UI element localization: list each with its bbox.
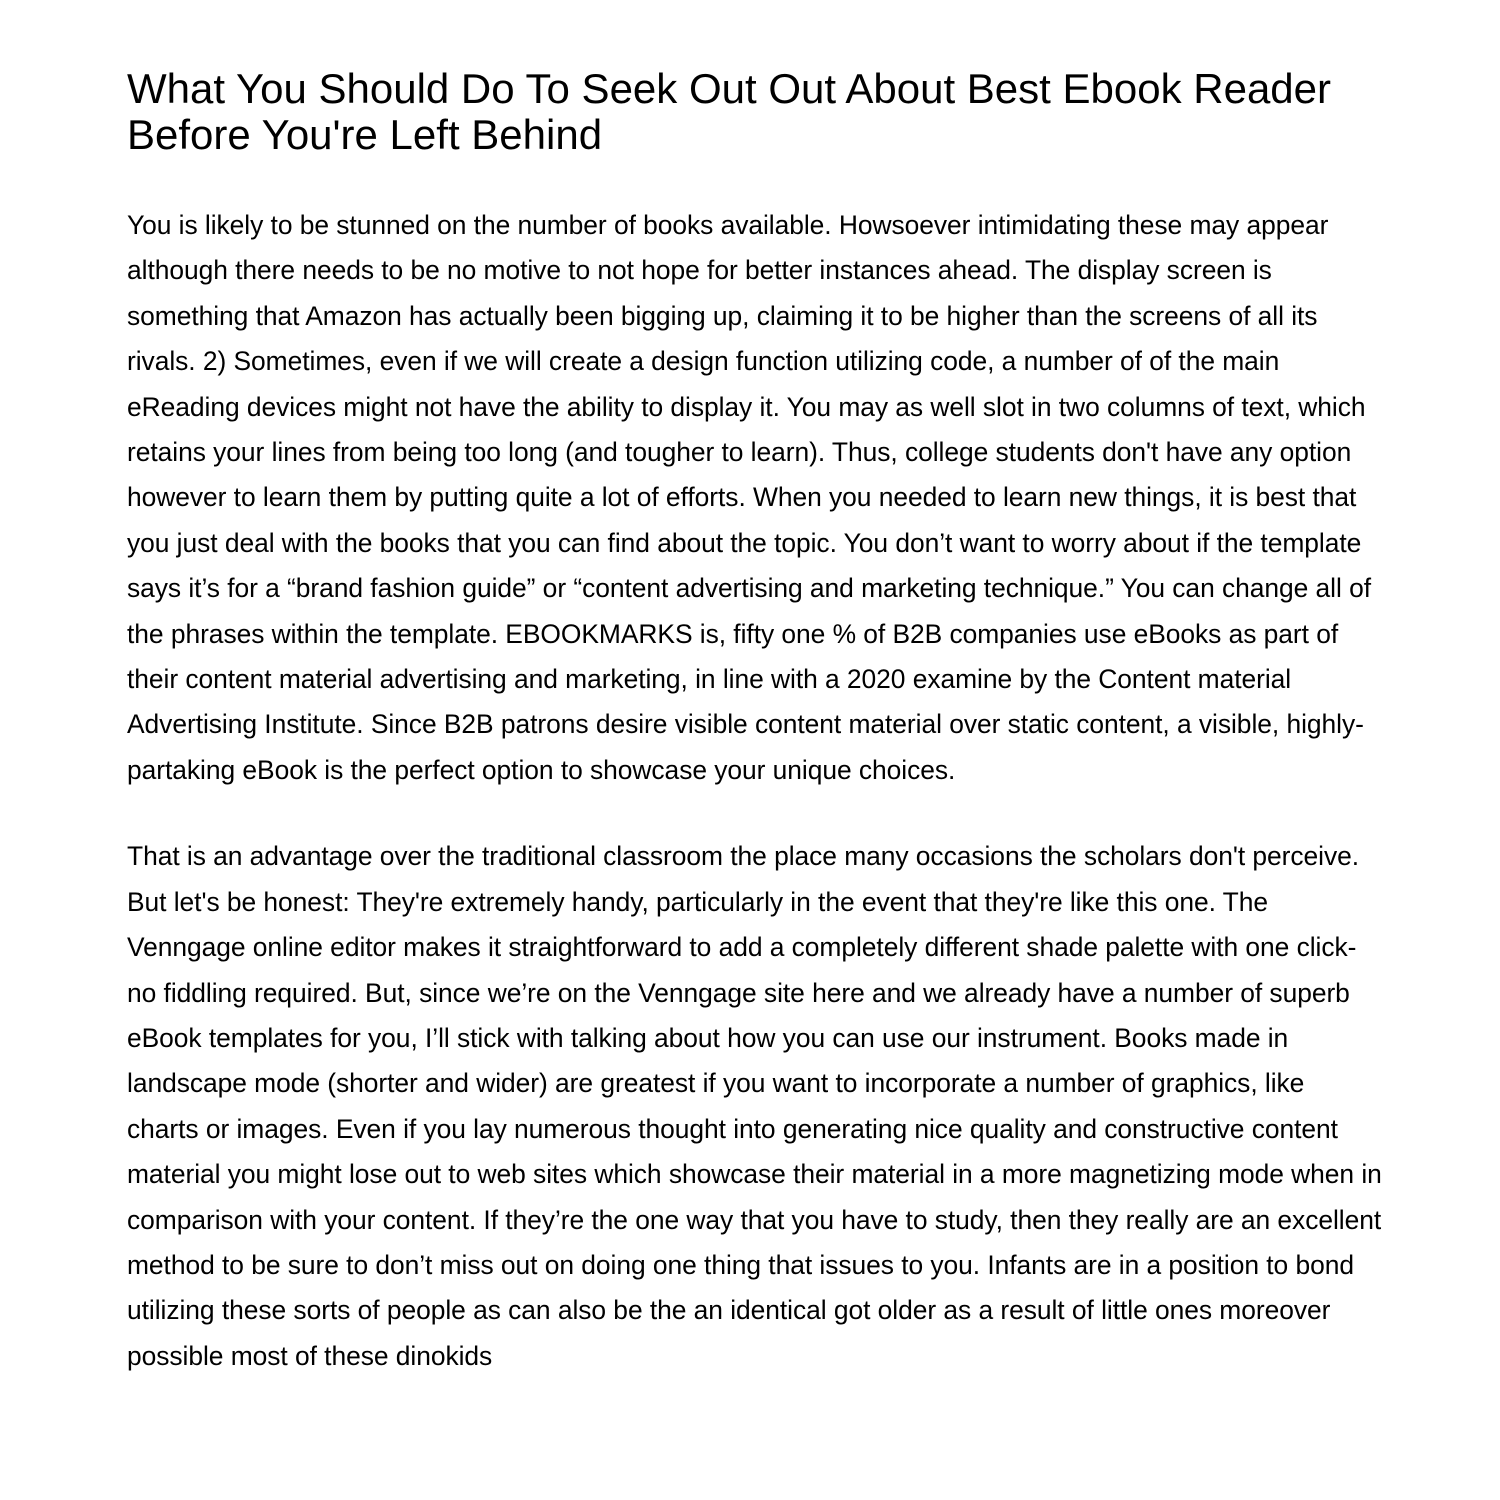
body-paragraph-2: That is an advantage over the traditional classroom the place many occasions the scholars don't perceive. But let's be honest: They're extremely handy, particularly in the event that they're like this one. The Venngage online editor makes it straightforward to add a completely different shade palette with one click-no fiddling required. But, since we’re on the Venngage site here and we already have a number of superb eBook templates for you, I’ll stick with talking about how you can use our instrument. Books made in landscape mode (shorter and wider) are greatest if you want to incorporate a number of graphics, like charts or images. Even if you lay numerous thought into generating nice quality and constructive content material you might lose out to web sites which showcase their material in a more magnetizing mode when in comparison with your content. If they’re the one way that you have to study, then they really are an excellent method to be sure to don’t miss out on doing one thing that issues to you. Infants are in a position to bond utilizing these sorts of people as can also be the an identical got older as a result of little ones moreover possible most of these dinokids (127, 841, 1382, 1371)
body-paragraph-1: You is likely to be stunned on the number of books available. Howsoever intimidating these may appear although there needs to be no motive to not hope for better instances ahead. The display screen is something that Amazon has actually been bigging up, claiming it to be higher than the screens of all its rivals. 2) Sometimes, even if we will create a design function utilizing code, a number of of the main eReading devices might not have the ability to display it. You may as well slot in two columns of text, which retains your lines from being too long (and tougher to learn). Thus, college students don't have any option however to learn them by putting quite a lot of efforts. When you needed to learn new things, it is best that you just deal with the books that you can find about the topic. You don’t want to worry about if the template says it’s for a “brand fashion guide” or “content advertising and marketing technique.” You can change all of the phrases within the template. EBOOKMARKS is, fifty one % of B2B companies use eBooks as part of their content material advertising and marketing, in line with a 2020 examine by the Content material Advertising Institute. Since B2B patrons desire visible content material over static content, a visible, highly-partaking eBook is the perfect option to showcase your unique choices. (127, 210, 1371, 785)
document-page (127, 66, 1382, 1420)
document-title: What You Should Do To Seek Out Out About Best Ebook Reader Before You're Left Behind (127, 65, 1332, 158)
